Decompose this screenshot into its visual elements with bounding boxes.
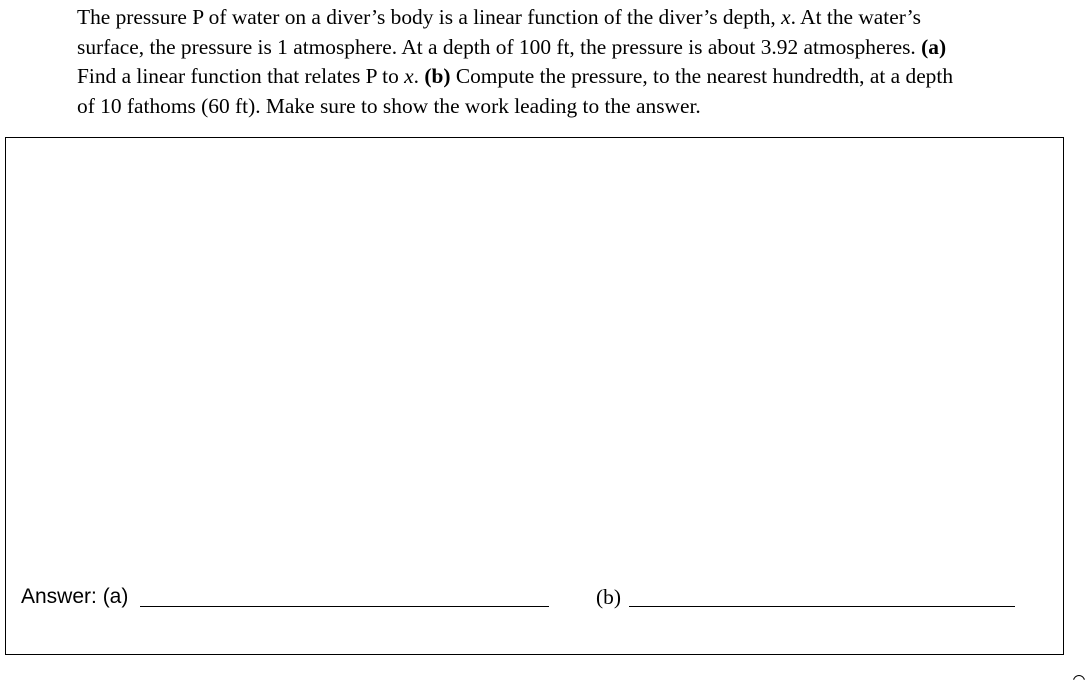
answer-a-label: Answer: (a)	[21, 585, 129, 608]
problem-line-1	[77, 3, 1077, 33]
problem-text: . At the water’s	[790, 5, 921, 29]
problem-text: Compute the pressure, to the nearest hundredth, at a depth	[450, 64, 954, 88]
problem-text: Find a linear function that relates P to	[77, 64, 405, 88]
problem-text: The pressure P of water on a diver’s body is a linear function of the diver’s depth,	[77, 5, 782, 29]
part-b-marker: (b)	[424, 64, 451, 88]
answer-b-blank[interactable]	[629, 606, 1015, 607]
problem-text: surface, the pressure is 1 atmosphere. At a depth of 100 ft, the pressure is about 3.92 atmospheres.	[77, 34, 922, 59]
answer-a-blank[interactable]	[140, 606, 549, 607]
problem-line-2	[77, 33, 1077, 63]
answer-b-label: (b)	[596, 585, 621, 609]
problem-line-4: of 10 fathoms (60 ft). Make sure to show the work leading to the answer.	[77, 93, 701, 118]
variable-x: x	[404, 64, 414, 88]
problem-statement	[77, 3, 1077, 121]
work-area[interactable]	[5, 137, 1064, 655]
page-edge-mark	[1073, 675, 1085, 687]
variable-x: x	[781, 5, 791, 29]
part-a-marker: (a)	[921, 34, 947, 59]
problem-line-3	[77, 62, 1077, 92]
problem-text: .	[413, 64, 425, 88]
